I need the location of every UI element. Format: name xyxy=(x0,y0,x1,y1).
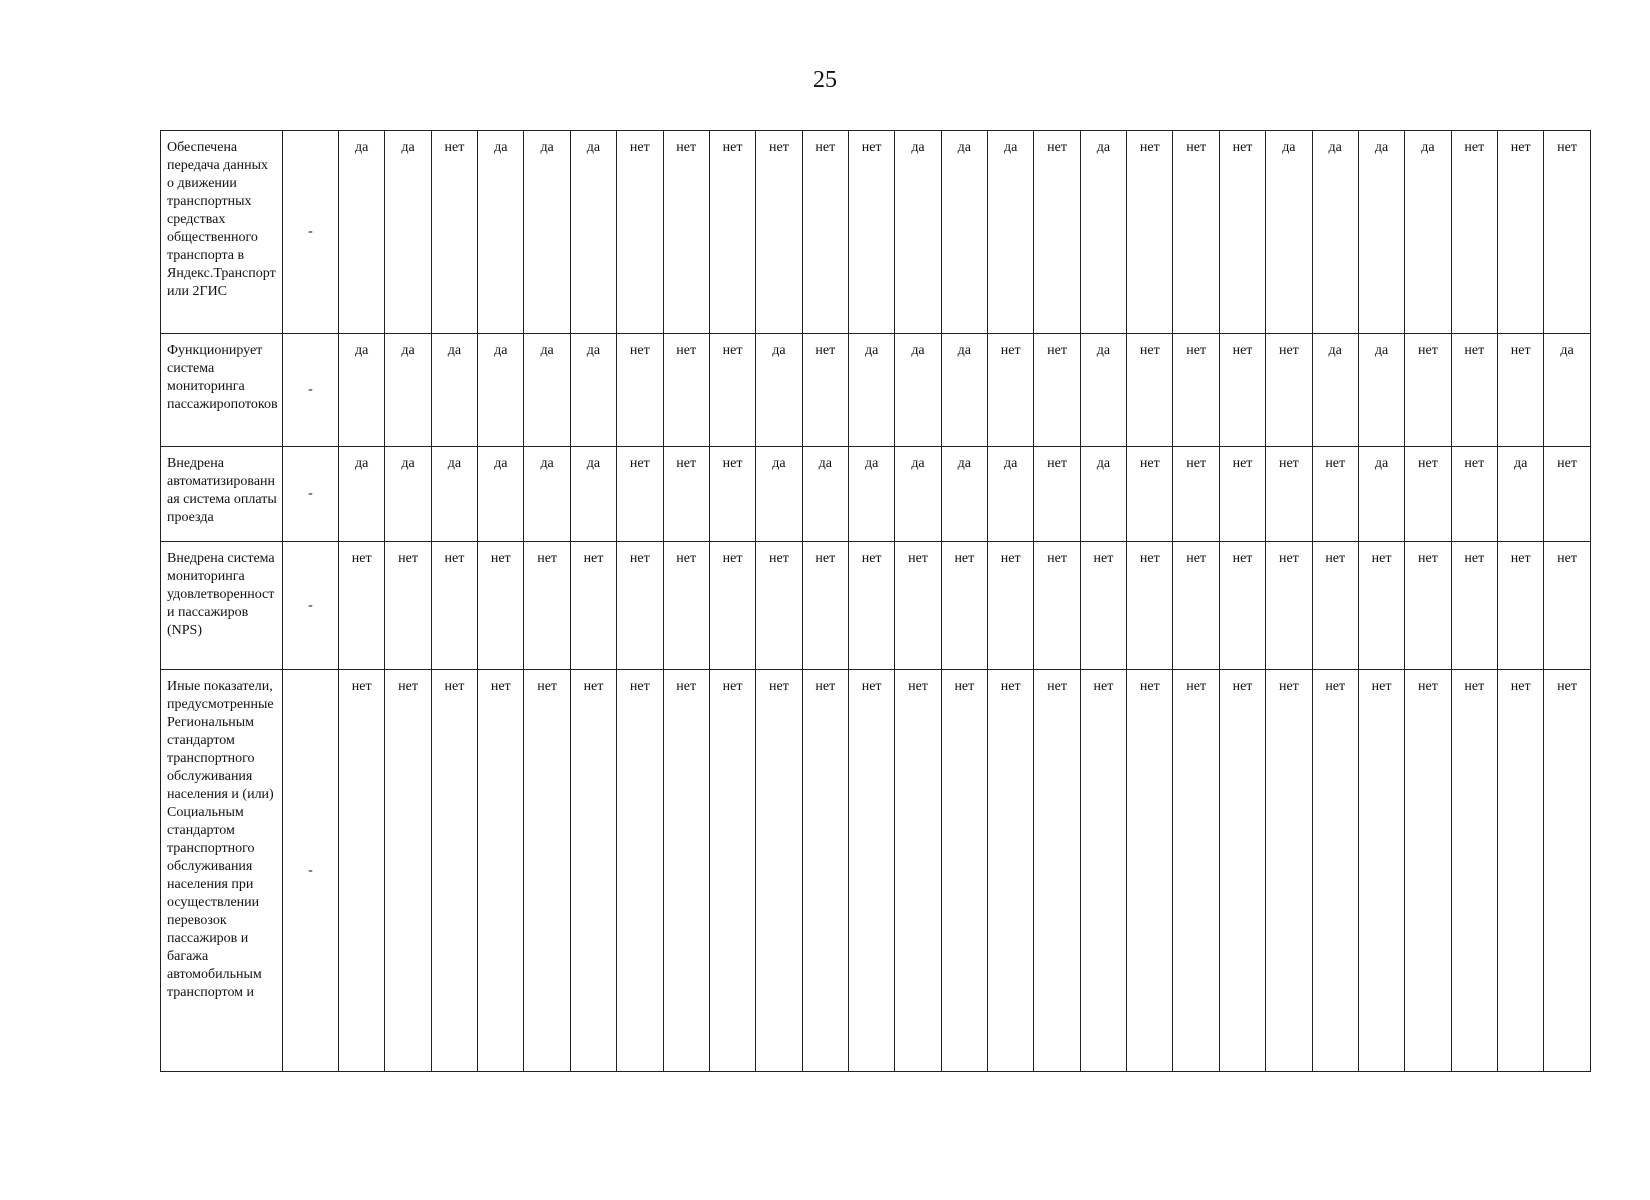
value-cell: нет xyxy=(1173,334,1219,447)
value-cell: нет xyxy=(1266,334,1312,447)
value-cell: нет xyxy=(848,670,894,1072)
value-cell: нет xyxy=(570,670,616,1072)
value-cell: нет xyxy=(709,542,755,670)
value-cell: нет xyxy=(1034,334,1080,447)
row-label: Функционирует система мониторинга пассажиропотоков xyxy=(161,334,283,447)
value-cell: да xyxy=(524,334,570,447)
value-cell: нет xyxy=(1451,447,1497,542)
value-cell: нет xyxy=(663,670,709,1072)
value-cell: нет xyxy=(1266,670,1312,1072)
value-cell: да xyxy=(478,334,524,447)
value-cell: нет xyxy=(1497,670,1543,1072)
value-cell: нет xyxy=(1544,670,1590,1072)
value-cell: нет xyxy=(988,542,1034,670)
value-cell: нет xyxy=(709,670,755,1072)
value-cell: нет xyxy=(431,131,477,334)
value-cell: да xyxy=(431,334,477,447)
value-cell: да xyxy=(895,447,941,542)
value-cell: да xyxy=(988,447,1034,542)
value-cell: нет xyxy=(663,447,709,542)
value-cell: нет xyxy=(1173,542,1219,670)
value-cell: да xyxy=(1544,334,1590,447)
value-cell: нет xyxy=(988,670,1034,1072)
value-cell: нет xyxy=(1358,542,1404,670)
value-cell: нет xyxy=(1497,131,1543,334)
value-cell: нет xyxy=(431,670,477,1072)
value-cell: нет xyxy=(1451,334,1497,447)
value-cell: нет xyxy=(1080,670,1126,1072)
value-cell: да xyxy=(941,131,987,334)
value-cell: нет xyxy=(1497,334,1543,447)
value-cell: нет xyxy=(1544,447,1590,542)
value-cell: нет xyxy=(1127,131,1173,334)
value-cell: да xyxy=(524,131,570,334)
row-label: Внедрена автоматизированная система оплаты проезда xyxy=(161,447,283,542)
value-cell: да xyxy=(802,447,848,542)
value-cell: нет xyxy=(1173,670,1219,1072)
value-cell: да xyxy=(1312,334,1358,447)
value-cell: нет xyxy=(941,670,987,1072)
value-cell: нет xyxy=(709,131,755,334)
indicators-table xyxy=(160,130,1591,1072)
value-cell: да xyxy=(478,131,524,334)
value-cell: нет xyxy=(848,542,894,670)
value-cell: нет xyxy=(1034,131,1080,334)
value-cell: да xyxy=(1080,447,1126,542)
value-cell: нет xyxy=(802,334,848,447)
value-cell: нет xyxy=(1405,447,1451,542)
value-cell: да xyxy=(1312,131,1358,334)
row-unit: - xyxy=(283,131,339,334)
value-cell: да xyxy=(756,334,802,447)
value-cell: да xyxy=(848,334,894,447)
value-cell: нет xyxy=(1497,542,1543,670)
value-cell: нет xyxy=(431,542,477,670)
value-cell: нет xyxy=(478,542,524,670)
value-cell: нет xyxy=(1127,542,1173,670)
table-body xyxy=(161,131,1591,1072)
row-label: Обеспечена передача данных о движении транспортных средствах общественного транспорта в Яндекс.Транспорт или 2ГИС xyxy=(161,131,283,334)
value-cell: нет xyxy=(1544,131,1590,334)
value-cell: нет xyxy=(1266,542,1312,670)
value-cell: нет xyxy=(617,334,663,447)
value-cell: нет xyxy=(478,670,524,1072)
value-cell: нет xyxy=(524,670,570,1072)
value-cell: нет xyxy=(1173,447,1219,542)
value-cell: да xyxy=(385,131,431,334)
value-cell: нет xyxy=(663,334,709,447)
value-cell: да xyxy=(570,447,616,542)
value-cell: нет xyxy=(756,542,802,670)
row-unit: - xyxy=(283,334,339,447)
row-label: Иные показатели, предусмотренные Региональным стандартом транспортного обслуживания населения и (или) Социальным стандартом транспортного обслуживания населения при осуществлении перевозок пассажиров и багажа автомобильным транспортом и xyxy=(161,670,283,1072)
value-cell: нет xyxy=(988,334,1034,447)
value-cell: нет xyxy=(1127,447,1173,542)
value-cell: нет xyxy=(895,670,941,1072)
table-row xyxy=(161,334,1591,447)
value-cell: да xyxy=(1266,131,1312,334)
value-cell: нет xyxy=(385,542,431,670)
value-cell: нет xyxy=(617,131,663,334)
value-cell: нет xyxy=(339,542,385,670)
value-cell: нет xyxy=(1219,542,1265,670)
value-cell: нет xyxy=(1451,542,1497,670)
value-cell: нет xyxy=(1358,670,1404,1072)
value-cell: нет xyxy=(1451,131,1497,334)
row-label: Внедрена система мониторинга удовлетворенности пассажиров (NPS) xyxy=(161,542,283,670)
value-cell: да xyxy=(988,131,1034,334)
table-row xyxy=(161,131,1591,334)
value-cell: нет xyxy=(941,542,987,670)
value-cell: да xyxy=(756,447,802,542)
value-cell: да xyxy=(941,334,987,447)
value-cell: нет xyxy=(895,542,941,670)
value-cell: нет xyxy=(848,131,894,334)
value-cell: да xyxy=(1080,334,1126,447)
value-cell: нет xyxy=(1127,334,1173,447)
value-cell: нет xyxy=(1451,670,1497,1072)
value-cell: нет xyxy=(663,131,709,334)
value-cell: да xyxy=(339,334,385,447)
value-cell: да xyxy=(895,131,941,334)
value-cell: да xyxy=(524,447,570,542)
value-cell: нет xyxy=(1034,542,1080,670)
value-cell: да xyxy=(848,447,894,542)
value-cell: нет xyxy=(1034,670,1080,1072)
value-cell: нет xyxy=(385,670,431,1072)
value-cell: да xyxy=(1358,131,1404,334)
value-cell: да xyxy=(895,334,941,447)
value-cell: нет xyxy=(1312,447,1358,542)
value-cell: нет xyxy=(1266,447,1312,542)
value-cell: да xyxy=(1358,334,1404,447)
value-cell: нет xyxy=(339,670,385,1072)
value-cell: да xyxy=(431,447,477,542)
value-cell: нет xyxy=(756,670,802,1072)
row-unit: - xyxy=(283,670,339,1072)
row-unit: - xyxy=(283,542,339,670)
value-cell: да xyxy=(570,131,616,334)
table-row xyxy=(161,447,1591,542)
value-cell: нет xyxy=(570,542,616,670)
value-cell: нет xyxy=(1080,542,1126,670)
value-cell: да xyxy=(1358,447,1404,542)
value-cell: нет xyxy=(1219,131,1265,334)
table-row xyxy=(161,670,1591,1072)
value-cell: нет xyxy=(524,542,570,670)
value-cell: нет xyxy=(709,334,755,447)
table-row xyxy=(161,542,1591,670)
value-cell: да xyxy=(941,447,987,542)
value-cell: нет xyxy=(617,670,663,1072)
value-cell: нет xyxy=(802,670,848,1072)
value-cell: нет xyxy=(663,542,709,670)
value-cell: да xyxy=(339,131,385,334)
value-cell: нет xyxy=(1219,334,1265,447)
value-cell: нет xyxy=(1544,542,1590,670)
value-cell: нет xyxy=(1312,670,1358,1072)
value-cell: нет xyxy=(617,542,663,670)
value-cell: да xyxy=(385,334,431,447)
value-cell: да xyxy=(1080,131,1126,334)
value-cell: нет xyxy=(1405,334,1451,447)
value-cell: нет xyxy=(1219,447,1265,542)
value-cell: да xyxy=(1405,131,1451,334)
value-cell: нет xyxy=(709,447,755,542)
value-cell: нет xyxy=(617,447,663,542)
value-cell: нет xyxy=(802,542,848,670)
value-cell: да xyxy=(1497,447,1543,542)
value-cell: нет xyxy=(1405,542,1451,670)
value-cell: нет xyxy=(1405,670,1451,1072)
value-cell: нет xyxy=(1173,131,1219,334)
value-cell: да xyxy=(478,447,524,542)
value-cell: да xyxy=(570,334,616,447)
value-cell: нет xyxy=(1127,670,1173,1072)
page-number: 25 xyxy=(813,67,837,93)
value-cell: нет xyxy=(756,131,802,334)
value-cell: нет xyxy=(1219,670,1265,1072)
row-unit: - xyxy=(283,447,339,542)
value-cell: да xyxy=(385,447,431,542)
value-cell: нет xyxy=(1034,447,1080,542)
value-cell: нет xyxy=(1312,542,1358,670)
value-cell: нет xyxy=(802,131,848,334)
value-cell: да xyxy=(339,447,385,542)
